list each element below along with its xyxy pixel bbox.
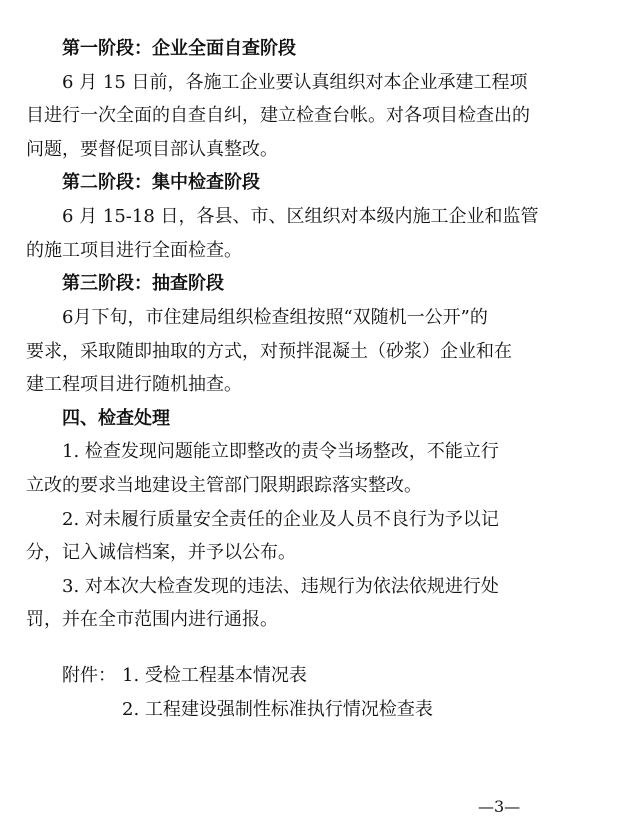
section-4-line-2: 立改的要求当地建设主管部门限期跟踪落实整改。 (26, 475, 422, 496)
section-4-line-3: 2. 对未履行质量安全责任的企业及人员不良行为予以记 (62, 509, 499, 530)
stage-3-line-2: 要求，采取随即抽取的方式，对预拌混凝土（砂浆）企业和在 (26, 341, 512, 362)
attachments-label: 附件： (62, 665, 116, 686)
attachment-item-1: 1. 受检工程基本情况表 (122, 665, 307, 686)
stage-2-line-1: 6 月 15-18 日，各县、市、区组织对本级内施工企业和监管 (62, 206, 539, 227)
attachment-item-2: 2. 工程建设强制性标准执行情况检查表 (122, 699, 433, 720)
section-4-line-1: 1. 检查发现问题能立即整改的责令当场整改，不能立行 (62, 441, 499, 462)
stage-1-line-2: 目进行一次全面的自查自纠，建立检查台帐。对各项目检查出的 (26, 105, 530, 126)
stage-3-line-1: 6月下旬，市住建局组织检查组按照“双随机一公开”的 (62, 307, 488, 328)
section-4-line-6: 罚，并在全市范围内进行通报。 (26, 609, 278, 630)
stage-2-heading: 第二阶段：集中检查阶段 (62, 172, 260, 193)
section-4-line-4: 分，记入诚信档案，并予以公布。 (26, 542, 296, 563)
stage-1-line-3: 问题，要督促项目部认真整改。 (26, 139, 278, 160)
section-4-heading: 四、检查处理 (62, 408, 170, 429)
stage-1-heading: 第一阶段：企业全面自查阶段 (62, 38, 296, 59)
stage-3-line-3: 建工程项目进行随机抽查。 (26, 374, 242, 395)
page-number: —3— (478, 797, 521, 816)
section-4-line-5: 3. 对本次大检查发现的违法、违规行为依法依规进行处 (62, 576, 499, 597)
stage-1-line-1: 6 月 15 日前，各施工企业要认真组织对本企业承建工程项 (62, 72, 528, 93)
stage-2-line-2: 的施工项目进行全面检查。 (26, 240, 242, 261)
stage-3-heading: 第三阶段：抽查阶段 (62, 273, 224, 294)
